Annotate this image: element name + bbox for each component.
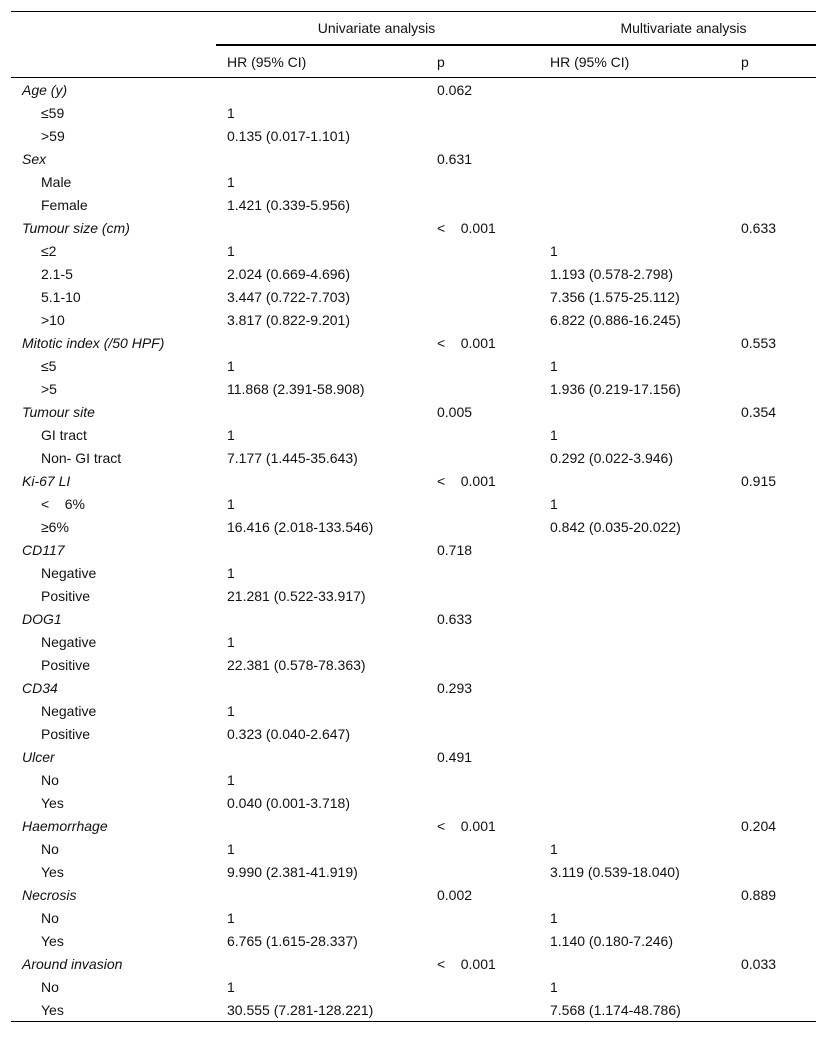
- variable-row: [11, 538, 816, 561]
- multivariate-hr-value: [539, 561, 730, 584]
- univariate-p-cell: [426, 308, 539, 331]
- multivariate-p-cell: [730, 929, 816, 952]
- variable-row: [11, 745, 816, 768]
- level-label: ≤2: [41, 242, 57, 259]
- univariate-hr-value: 1: [227, 633, 235, 650]
- level-row: [11, 699, 816, 722]
- level-row: [11, 285, 816, 308]
- univariate-p-cell: [426, 791, 539, 814]
- variable-label: DOG1: [22, 610, 62, 627]
- header-empty-cell: [11, 12, 216, 46]
- multivariate-hr-value: 1.936 (0.219-17.156): [550, 380, 681, 397]
- univariate-p-cell: [426, 446, 539, 469]
- variable-row: [11, 78, 816, 102]
- multivariate-p-cell: [730, 423, 816, 446]
- univariate-hr-value: 22.381 (0.578-78.363): [227, 656, 366, 673]
- univariate-p-cell: [426, 561, 539, 584]
- univariate-hr-value: 21.281 (0.522-33.917): [227, 587, 366, 604]
- multivariate-hr-cell: [539, 216, 730, 239]
- table-body: [11, 78, 816, 1022]
- multivariate-p-cell: [730, 630, 816, 653]
- multivariate-hr-value: 0.842 (0.035-20.022): [550, 518, 681, 535]
- univariate-hr-value: 1: [227, 242, 235, 259]
- multivariate-p-cell: [730, 239, 816, 262]
- table-container: [11, 11, 816, 1022]
- univariate-p-value: 0.005: [437, 403, 473, 420]
- univariate-p-value: 0.633: [437, 610, 473, 627]
- variable-row: [11, 331, 816, 354]
- univariate-hr-value: 1: [227, 909, 235, 926]
- multivariate-hr-value: 1.140 (0.180-7.246): [550, 932, 673, 949]
- variable-label: Sex: [22, 150, 47, 167]
- multivariate-hr-value: 7.568 (1.174-48.786): [539, 998, 730, 1022]
- univariate-p-cell: [426, 630, 539, 653]
- multivariate-hr-header: HR (95% CI): [539, 45, 730, 78]
- multivariate-p-cell: [730, 722, 816, 745]
- multivariate-p-cell: [730, 170, 816, 193]
- variable-label: Necrosis: [22, 886, 77, 903]
- univariate-p-cell: [426, 998, 539, 1022]
- level-label: 5.1-10: [41, 288, 81, 305]
- multivariate-p-value: [730, 78, 816, 102]
- univariate-hr-value: 1.421 (0.339-5.956): [227, 196, 350, 213]
- header-column-row: [11, 45, 816, 78]
- multivariate-hr-value: 1: [550, 357, 558, 374]
- univariate-p-value: 0.002: [437, 886, 473, 903]
- univariate-p-cell: [426, 975, 539, 998]
- level-label: >59: [41, 127, 65, 144]
- univariate-p-cell: [426, 124, 539, 147]
- variable-label: Tumour size (cm): [22, 219, 130, 236]
- multivariate-hr-value: 1: [550, 495, 558, 512]
- level-label: Positive: [41, 656, 91, 673]
- variable-row: [11, 952, 816, 975]
- header-empty-cell: [11, 45, 216, 78]
- univariate-p-cell: [426, 193, 539, 216]
- multivariate-hr-value: [539, 584, 730, 607]
- level-label: Yes: [41, 863, 64, 880]
- level-label: 2.1-5: [41, 265, 73, 282]
- univariate-p-cell: [426, 837, 539, 860]
- multivariate-p-value: 0.033: [741, 955, 777, 972]
- univariate-hr-cell: [216, 400, 426, 423]
- variable-label: Around invasion: [22, 955, 123, 972]
- multivariate-hr-value: 1: [550, 909, 558, 926]
- multivariate-p-cell: [730, 446, 816, 469]
- multivariate-p-cell: [730, 561, 816, 584]
- level-row: [11, 975, 816, 998]
- level-row: [11, 860, 816, 883]
- variable-row: [11, 814, 816, 837]
- level-row: [11, 354, 816, 377]
- level-label: No: [41, 840, 59, 857]
- multivariate-hr-cell: [539, 331, 730, 354]
- multivariate-p-value: 0.633: [741, 219, 777, 236]
- univariate-hr-value: 1: [227, 564, 235, 581]
- multivariate-hr-value: 1: [550, 426, 558, 443]
- univariate-p-value: < 0.001: [437, 334, 496, 351]
- level-label: Negative: [41, 564, 97, 581]
- univariate-hr-value: 6.765 (1.615-28.337): [227, 932, 358, 949]
- multivariate-p-cell: [730, 515, 816, 538]
- univariate-hr-cell: [216, 78, 426, 102]
- multivariate-p-cell: [730, 124, 816, 147]
- multivariate-hr-value: [539, 124, 730, 147]
- multivariate-p-cell: [730, 193, 816, 216]
- univariate-hr-cell: [216, 883, 426, 906]
- multivariate-p-cell: [730, 975, 816, 998]
- univariate-hr-value: 16.416 (2.018-133.546): [227, 518, 374, 535]
- univariate-hr-value: 2.024 (0.669-4.696): [227, 265, 350, 282]
- multivariate-p-cell: [730, 768, 816, 791]
- univariate-p-header: p: [426, 45, 539, 78]
- univariate-hr-value: 1: [227, 495, 235, 512]
- level-row: [11, 722, 816, 745]
- variable-label: Mitotic index (/50 HPF): [22, 334, 165, 351]
- level-label: Female: [41, 196, 88, 213]
- header-group-row: [11, 12, 816, 46]
- level-row: [11, 101, 816, 124]
- multivariate-p-value: [730, 607, 816, 630]
- univariate-hr-cell: [216, 814, 426, 837]
- level-row: [11, 515, 816, 538]
- multivariate-hr-cell: [539, 676, 730, 699]
- univariate-p-value: < 0.001: [437, 219, 496, 236]
- multivariate-hr-value: 1.193 (0.578-2.798): [550, 265, 673, 282]
- hazard-ratio-table: [11, 11, 816, 1022]
- level-row: [11, 906, 816, 929]
- univariate-p-cell: [426, 492, 539, 515]
- multivariate-p-cell: [730, 101, 816, 124]
- univariate-p-cell: [426, 170, 539, 193]
- multivariate-hr-value: [539, 699, 730, 722]
- multivariate-p-value: [730, 147, 816, 170]
- level-label: ≤59: [41, 104, 65, 121]
- multivariate-hr-cell: [539, 147, 730, 170]
- univariate-p-cell: [426, 906, 539, 929]
- level-row: [11, 998, 816, 1022]
- univariate-p-cell: [426, 860, 539, 883]
- multivariate-hr-cell: [539, 469, 730, 492]
- multivariate-p-cell: [730, 308, 816, 331]
- univariate-hr-header: HR (95% CI): [216, 45, 426, 78]
- multivariate-hr-cell: [539, 952, 730, 975]
- univariate-hr-value: 1: [227, 840, 235, 857]
- univariate-p-value: < 0.001: [437, 817, 496, 834]
- variable-label: Age (y): [22, 81, 68, 98]
- univariate-p-cell: [426, 768, 539, 791]
- multivariate-hr-value: [539, 630, 730, 653]
- multivariate-p-value: [730, 538, 816, 561]
- variable-label: CD34: [22, 679, 58, 696]
- level-row: [11, 630, 816, 653]
- univariate-hr-value: 1: [227, 104, 235, 121]
- level-row: [11, 837, 816, 860]
- univariate-hr-value: 1: [227, 426, 235, 443]
- level-row: [11, 170, 816, 193]
- univariate-hr-cell: [216, 147, 426, 170]
- multivariate-hr-value: [539, 170, 730, 193]
- univariate-hr-value: 9.990 (2.381-41.919): [227, 863, 358, 880]
- multivariate-hr-cell: [539, 538, 730, 561]
- multivariate-p-cell: [730, 699, 816, 722]
- univariate-hr-value: 0.040 (0.001-3.718): [227, 794, 350, 811]
- multivariate-hr-value: [539, 101, 730, 124]
- univariate-p-value: 0.491: [437, 748, 473, 765]
- univariate-hr-value: 0.135 (0.017-1.101): [227, 127, 350, 144]
- univariate-p-value: 0.062: [437, 81, 473, 98]
- multivariate-hr-value: 0.292 (0.022-3.946): [550, 449, 673, 466]
- multivariate-p-cell: [730, 998, 816, 1022]
- multivariate-p-value: 0.204: [741, 817, 777, 834]
- univariate-hr-cell: [216, 331, 426, 354]
- univariate-p-cell: [426, 285, 539, 308]
- level-label: ≥6%: [41, 518, 69, 535]
- multivariate-p-cell: [730, 906, 816, 929]
- multivariate-p-value: 0.915: [741, 472, 777, 489]
- variable-row: [11, 883, 816, 906]
- level-label: >5: [41, 380, 57, 397]
- level-row: [11, 262, 816, 285]
- multivariate-hr-value: 3.119 (0.539-18.040): [550, 863, 680, 880]
- level-row: [11, 653, 816, 676]
- level-row: [11, 377, 816, 400]
- univariate-hr-cell: [216, 745, 426, 768]
- multivariate-p-header: p: [730, 45, 816, 78]
- level-row: [11, 124, 816, 147]
- multivariate-hr-value: [539, 193, 730, 216]
- level-label: Yes: [41, 794, 64, 811]
- univariate-hr-cell: [216, 538, 426, 561]
- univariate-hr-value: 3.817 (0.822-9.201): [227, 311, 350, 328]
- univariate-hr-value: 0.323 (0.040-2.647): [227, 725, 350, 742]
- univariate-p-cell: [426, 262, 539, 285]
- univariate-p-value: 0.631: [437, 150, 473, 167]
- multivariate-p-cell: [730, 285, 816, 308]
- level-row: [11, 561, 816, 584]
- level-row: [11, 446, 816, 469]
- variable-label: Tumour site: [22, 403, 95, 420]
- multivariate-hr-value: 6.822 (0.886-16.245): [550, 311, 681, 328]
- multivariate-p-cell: [730, 377, 816, 400]
- variable-row: [11, 676, 816, 699]
- variable-row: [11, 147, 816, 170]
- level-label: ≤5: [41, 357, 57, 374]
- univariate-hr-value: 7.177 (1.445-35.643): [227, 449, 358, 466]
- multivariate-hr-value: 1: [550, 978, 558, 995]
- multivariate-p-value: [730, 745, 816, 768]
- multivariate-hr-cell: [539, 745, 730, 768]
- level-row: [11, 193, 816, 216]
- variable-label: CD117: [22, 541, 65, 558]
- level-row: [11, 492, 816, 515]
- multivariate-hr-value: 1: [550, 242, 558, 259]
- multivariate-hr-cell: [539, 400, 730, 423]
- variable-row: [11, 216, 816, 239]
- univariate-p-cell: [426, 239, 539, 262]
- multivariate-p-value: 0.354: [741, 403, 777, 420]
- univariate-hr-cell: [216, 216, 426, 239]
- univariate-p-cell: [426, 377, 539, 400]
- level-label: Male: [41, 173, 72, 190]
- univariate-p-cell: [426, 699, 539, 722]
- multivariate-header: Multivariate analysis: [539, 12, 816, 46]
- multivariate-p-cell: [730, 584, 816, 607]
- level-label: Positive: [41, 725, 91, 742]
- multivariate-hr-cell: [539, 883, 730, 906]
- univariate-p-value: 0.718: [437, 541, 473, 558]
- multivariate-hr-value: [539, 768, 730, 791]
- univariate-p-cell: [426, 653, 539, 676]
- level-label: Yes: [41, 932, 64, 949]
- multivariate-p-value: 0.553: [741, 334, 777, 351]
- multivariate-hr-cell: [539, 814, 730, 837]
- multivariate-hr-cell: [539, 607, 730, 630]
- variable-row: [11, 400, 816, 423]
- level-label: No: [41, 909, 59, 926]
- variable-label: Ulcer: [22, 748, 55, 765]
- level-row: [11, 423, 816, 446]
- multivariate-hr-value: [539, 653, 730, 676]
- level-label: GI tract: [41, 426, 87, 443]
- univariate-p-cell: [426, 354, 539, 377]
- univariate-hr-cell: [216, 676, 426, 699]
- level-row: [11, 308, 816, 331]
- multivariate-p-cell: [730, 860, 816, 883]
- univariate-hr-value: 1: [227, 771, 235, 788]
- univariate-hr-value: 1: [227, 173, 235, 190]
- univariate-p-cell: [426, 101, 539, 124]
- univariate-p-value: < 0.001: [437, 472, 496, 489]
- univariate-p-cell: [426, 584, 539, 607]
- multivariate-p-cell: [730, 653, 816, 676]
- multivariate-p-value: 0.889: [741, 886, 777, 903]
- univariate-header: Univariate analysis: [216, 12, 539, 46]
- level-label: >10: [41, 311, 65, 328]
- multivariate-p-cell: [730, 791, 816, 814]
- level-row: [11, 929, 816, 952]
- level-label: No: [41, 978, 59, 995]
- univariate-hr-cell: [216, 469, 426, 492]
- univariate-hr-value: 30.555 (7.281-128.221): [216, 998, 426, 1022]
- variable-row: [11, 469, 816, 492]
- univariate-hr-cell: [216, 952, 426, 975]
- variable-row: [11, 607, 816, 630]
- multivariate-hr-value: [539, 791, 730, 814]
- multivariate-p-cell: [730, 354, 816, 377]
- multivariate-p-cell: [730, 492, 816, 515]
- level-label: < 6%: [41, 495, 85, 512]
- univariate-hr-value: 1: [227, 978, 235, 995]
- univariate-hr-value: 1: [227, 357, 235, 374]
- variable-label: Ki-67 LI: [22, 472, 71, 489]
- multivariate-hr-value: [539, 722, 730, 745]
- level-label: No: [41, 771, 59, 788]
- level-row: [11, 584, 816, 607]
- multivariate-hr-value: 7.356 (1.575-25.112): [550, 288, 680, 305]
- multivariate-hr-value: 1: [550, 840, 558, 857]
- univariate-p-cell: [426, 423, 539, 446]
- variable-label: Haemorrhage: [22, 817, 108, 834]
- univariate-p-cell: [426, 722, 539, 745]
- level-label: Non- GI tract: [41, 449, 122, 466]
- level-label: Negative: [41, 633, 97, 650]
- level-label: Negative: [41, 702, 97, 719]
- multivariate-p-cell: [730, 837, 816, 860]
- univariate-p-cell: [426, 929, 539, 952]
- multivariate-p-value: [730, 676, 816, 699]
- level-row: [11, 768, 816, 791]
- univariate-hr-value: 1: [227, 702, 235, 719]
- univariate-hr-value: 11.868 (2.391-58.908): [227, 380, 365, 397]
- level-label: Positive: [41, 587, 91, 604]
- univariate-hr-cell: [216, 607, 426, 630]
- univariate-p-cell: [426, 515, 539, 538]
- univariate-p-value: < 0.001: [437, 955, 496, 972]
- level-label: Yes: [11, 998, 216, 1022]
- multivariate-p-cell: [730, 262, 816, 285]
- univariate-p-value: 0.293: [437, 679, 473, 696]
- univariate-hr-value: 3.447 (0.722-7.703): [227, 288, 350, 305]
- multivariate-hr-cell: [539, 78, 730, 102]
- level-row: [11, 239, 816, 262]
- level-row: [11, 791, 816, 814]
